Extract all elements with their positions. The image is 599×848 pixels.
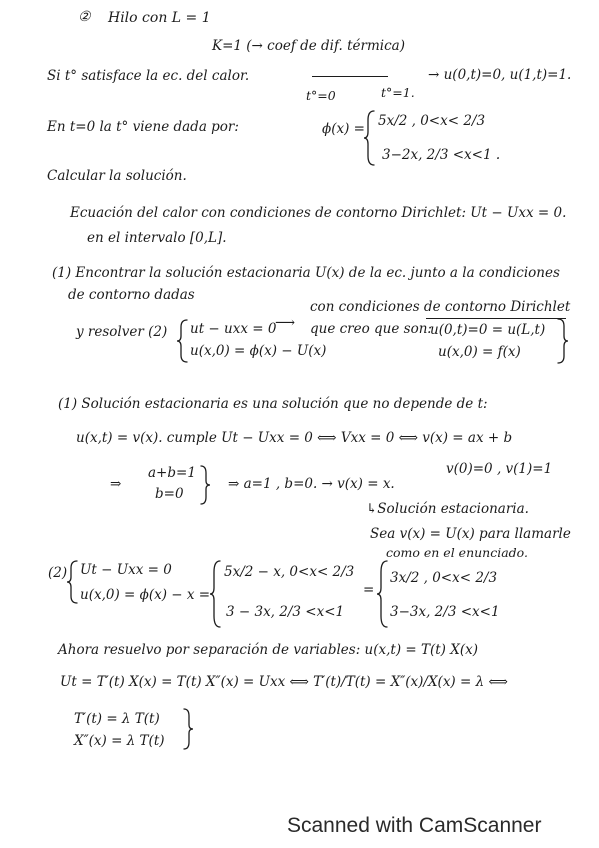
arrow-to-note: ⟶ [275, 315, 296, 331]
sol2-case1: 5x/2 − x, 0<x< 2/3 [224, 564, 355, 580]
rod-left-label: t°=0 [306, 88, 336, 103]
sol2-case2: 3 − 3x, 2/3 <x<1 [226, 604, 345, 620]
line-initial-temp: En t=0 la t° viene dada por: [47, 119, 239, 135]
step1-statement: (1) Encontrar la solución estacionaria U(x) de la ec. junto a la condiciones [52, 265, 560, 281]
dirichlet-underline [426, 318, 566, 319]
system2-eq2: u(x,0) = ϕ(x) − U(x) [190, 343, 327, 359]
sol1-ab2: b=0 [155, 486, 184, 502]
sol1-ab1: a+b=1 [148, 465, 196, 481]
sep-eq: Ut = T′(t) X(x) = T(t) X″(x) = Uxx ⟺ T′(t)/T(t) = X″(x)/X(x) = λ ⟺ [60, 674, 508, 690]
ode-brace [183, 708, 193, 750]
k-note: K=1 (→ coef de dif. térmica) [212, 38, 405, 54]
sol1-result: ⇒ a=1 , b=0. → v(x) = x. [228, 476, 395, 492]
camscanner-footer: Scanned with CamScanner [287, 814, 542, 837]
bc2-eq1: u(0,t)=0 = u(L,t) [430, 322, 546, 338]
dirichlet-note: con condiciones de contorno Dirichlet [310, 299, 571, 315]
step1-statement-cont: de contorno dadas [68, 287, 195, 303]
line-dirichlet: Ecuación del calor con condiciones de contorno Dirichlet: Ut − Uxx = 0. [70, 205, 567, 221]
sol1-ab-brace [200, 465, 210, 505]
sol1-line2: u(x,t) = v(x). cumple Ut − Uxx = 0 ⟺ Vxx = 0 ⟺ v(x) = ax + b [76, 430, 513, 446]
resolver-label: y resolver (2) [76, 324, 168, 340]
sol2-equals: = [363, 582, 375, 598]
sol1-implies: ⇒ [110, 476, 122, 492]
sol2-cases-brace [210, 560, 222, 628]
phi-lhs: ϕ(x) = [322, 121, 365, 137]
line-interval: en el intervalo [0,L]. [87, 230, 227, 246]
sep-line: Ahora resuelvo por separación de variables: u(x,t) = T(t) X(x) [58, 642, 478, 658]
phi-case-2: 3−2x, 2/3 <x<1 . [382, 147, 501, 163]
line-heat-eq: Si t° satisface la ec. del calor. [47, 68, 250, 84]
sol2-result-brace [377, 560, 389, 628]
sol2-case4: 3−3x, 2/3 <x<1 [390, 604, 500, 620]
boundary-conditions: → u(0,t)=0, u(1,t)=1. [428, 67, 572, 83]
item-number: ② [78, 9, 91, 25]
sol1-line1: (1) Solución estacionaria es una solución que no depende de t: [58, 396, 488, 412]
ode-2: X″(x) = λ T(t) [74, 733, 165, 749]
sol1-bc: v(0)=0 , v(1)=1 [446, 461, 553, 477]
ode-1: T′(t) = λ T(t) [74, 711, 160, 727]
sol2-eq2: u(x,0) = ϕ(x) − x = [80, 587, 211, 603]
line-calculate: Calcular la solución. [47, 168, 187, 184]
system2-brace [177, 319, 189, 363]
que-creo-label: que creo que son: [310, 321, 432, 337]
rod-right-label: t°=1. [381, 85, 415, 100]
sol1-como: como en el enunciado. [386, 545, 528, 560]
rod-line [312, 76, 388, 77]
sol2-case3: 3x/2 , 0<x< 2/3 [390, 570, 498, 586]
phi-brace [364, 110, 376, 166]
bc2-eq2: u(x,0) = f(x) [438, 344, 521, 360]
phi-case-1: 5x/2 , 0<x< 2/3 [378, 113, 486, 129]
system2-eq1: ut − uxx = 0 [190, 321, 277, 337]
bc2-brace [556, 318, 568, 364]
sol1-sea: Sea v(x) = U(x) para llamarle [370, 526, 571, 542]
sol2-brace [67, 560, 79, 604]
heading: Hilo con L = 1 [108, 10, 211, 26]
sol2-eq1: Ut − Uxx = 0 [80, 562, 172, 578]
sol2-label: (2) [48, 565, 68, 581]
sol1-estacionaria: ↳Solución estacionaria. [366, 501, 529, 517]
